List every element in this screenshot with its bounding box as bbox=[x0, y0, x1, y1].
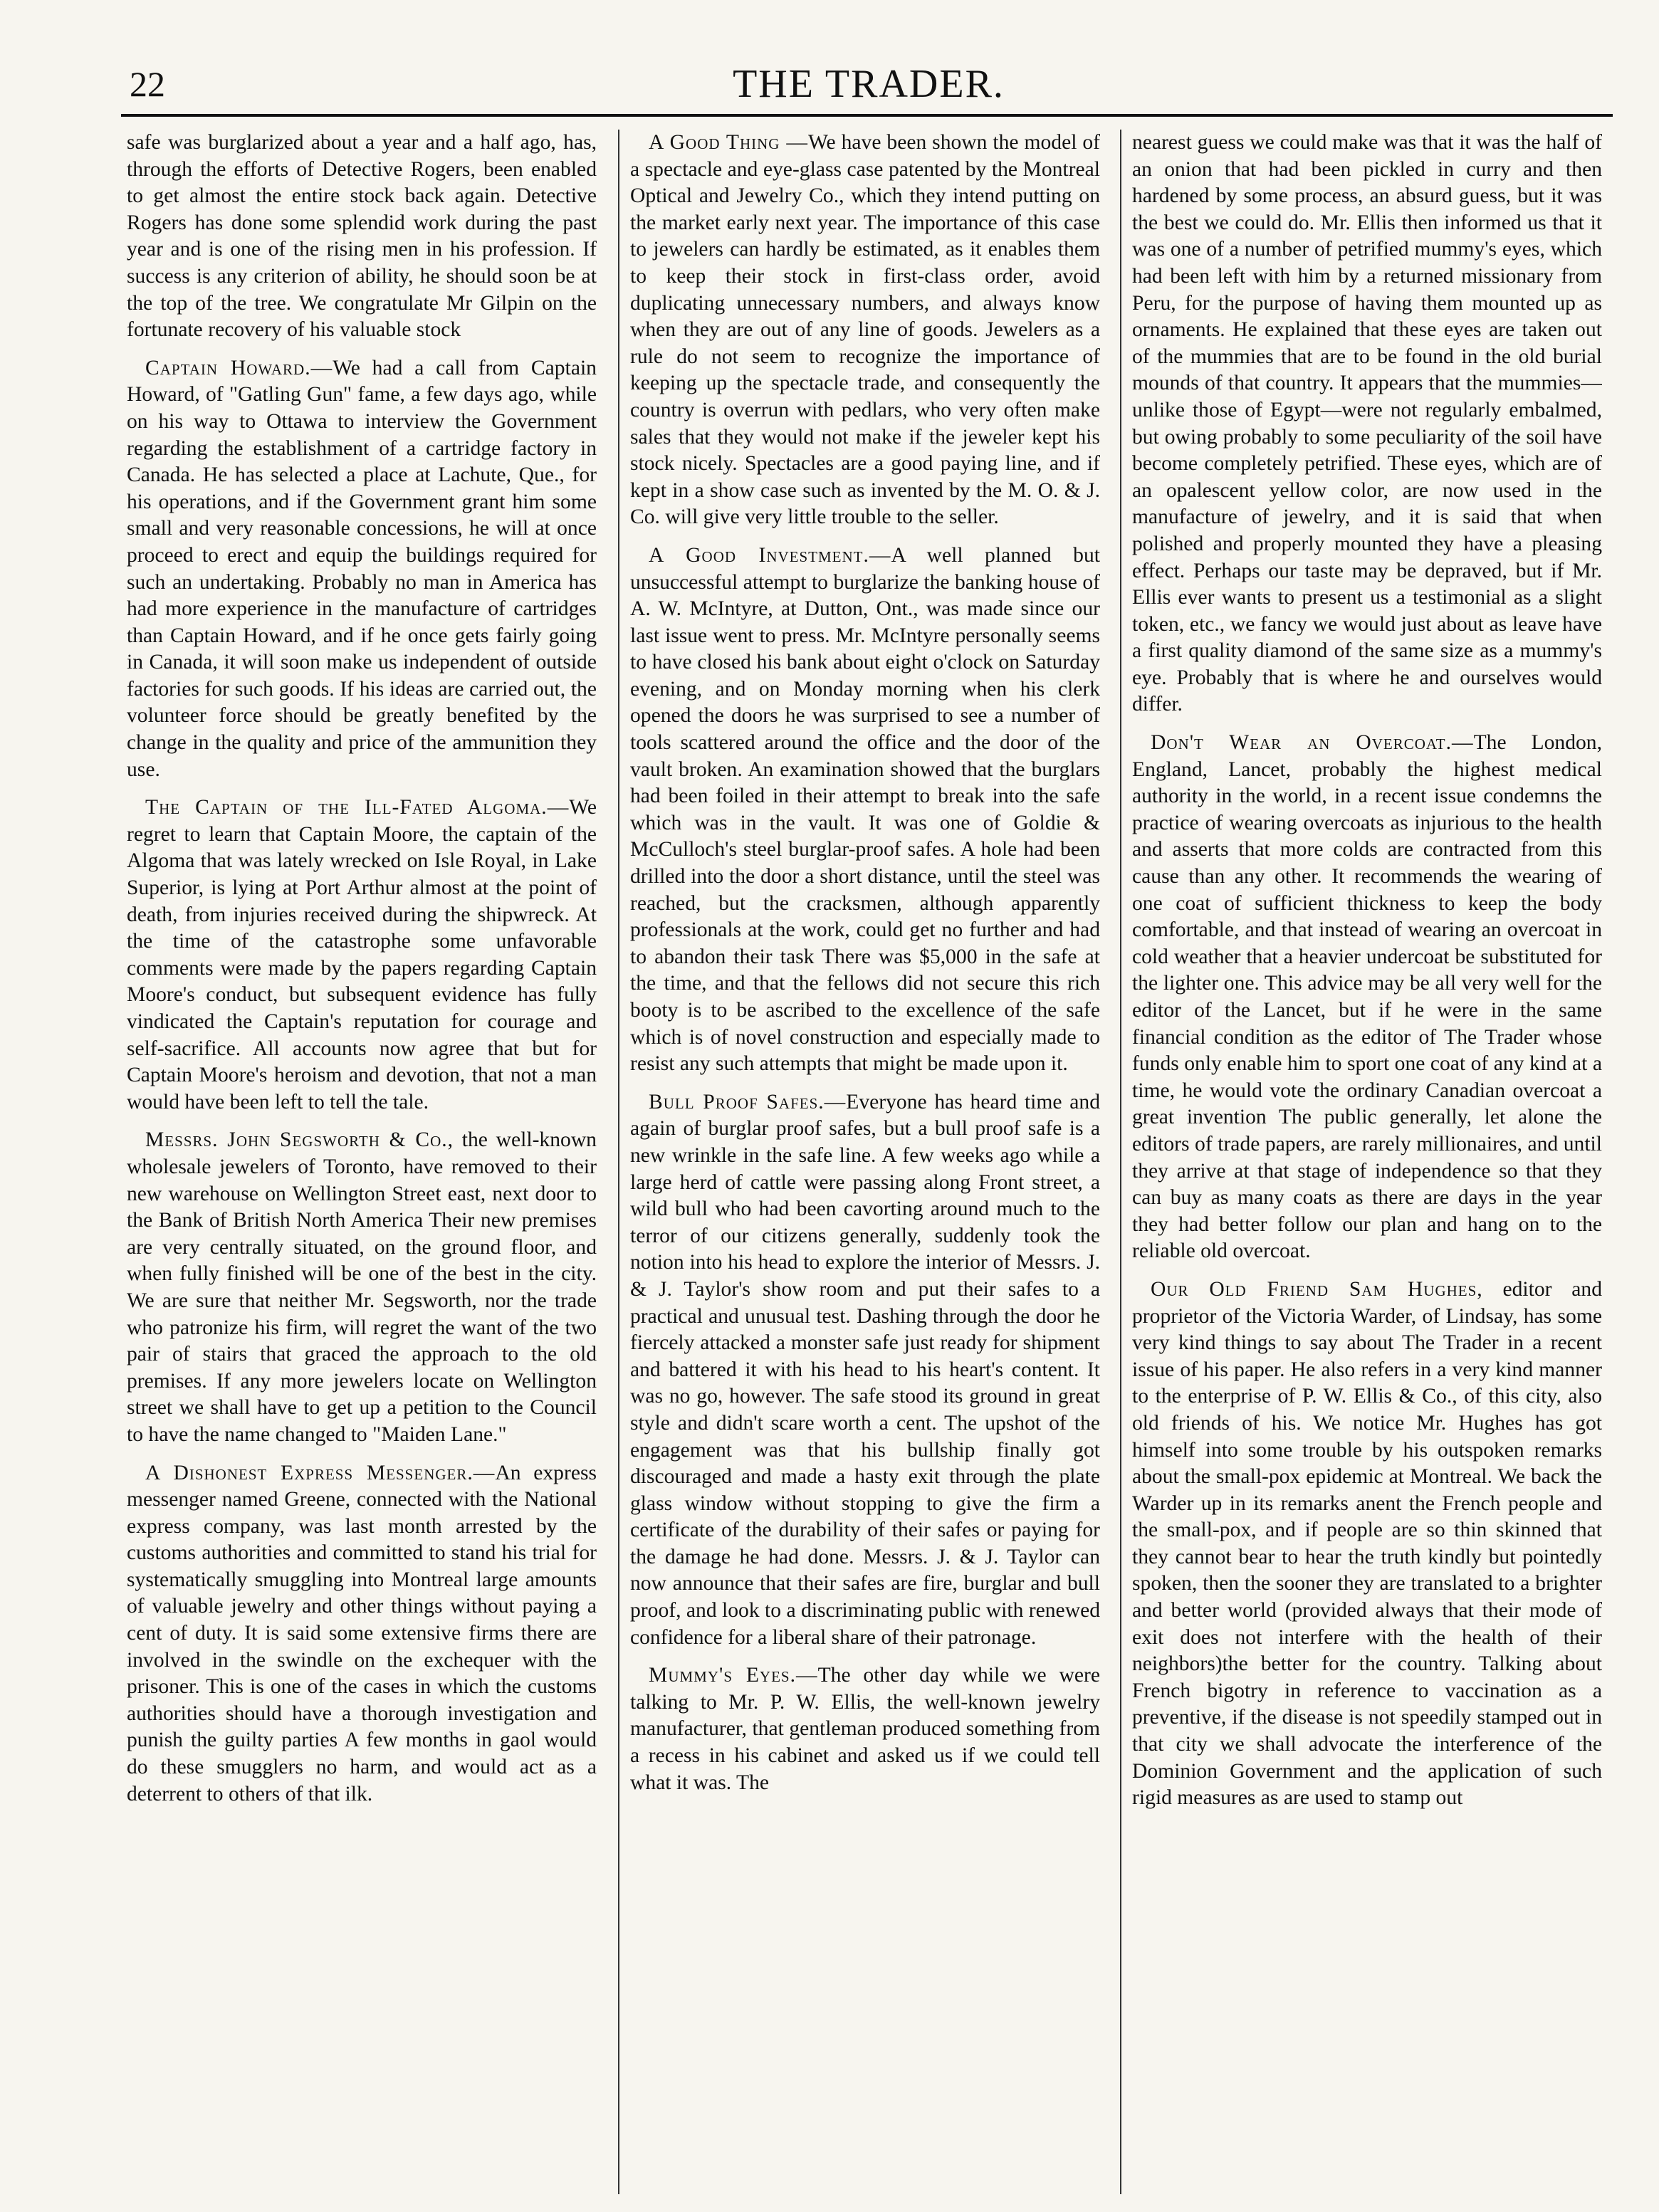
article-segsworth bbox=[127, 1127, 597, 1448]
page-number: 22 bbox=[130, 64, 165, 104]
article-heading: The Captain of the Ill-Fated Algoma.— bbox=[145, 796, 570, 819]
article-algoma-captain bbox=[127, 795, 597, 1116]
article-body: The London, England, Lancet, probably the highest medical authority in the world, in a recent issue condemns the practice of wearing overcoats as injurious to the health and asserts that more colds are contracted from this cause than any other. It recommends the wearing of one coat of sufficient thickness to keep the body comfortable, and that instead of wearing an overcoat in cold weather that a heavier undercoat be substituted for the lighter one. This advice may be all very well for the editor of the Lancet, but if he were in the same financial condition as the editor of The Trader whose funds only enable him to sport one coat of any kind at a time, he would vote the ordinary Canadian overcoat a great invention The public generally, let alone the editors of trade papers, are rarely millionaires, and until they arrive at that stage of independence so that they can buy as many coats as there are days in the year they had better follow our plan and hang on to the reliable old overcoat. bbox=[1132, 731, 1602, 1263]
column-3 bbox=[1132, 130, 1602, 2194]
article-heading: A Good Thing — bbox=[649, 131, 808, 154]
article-body: The other day while we were talking to Mr. P. W. Ellis, the well-known jewelry manufacturer, that gentleman produced something from a recess in his cabinet and asked us if we could tell what it was. The bbox=[630, 1664, 1100, 1794]
article-overcoat bbox=[1132, 730, 1602, 1265]
column-divider bbox=[1120, 130, 1121, 2194]
article-body: editor and proprietor of the Victoria Warder, of Lindsay, has some very kind things to say about The Trader in a recent issue of his paper. He also refers in a very kind manner to the enterprise of P. W. Ellis & Co., of this city, also old friends of his. We notice Mr. Hughes has got himself into some trouble by his outspoken remarks about the small-pox epidemic at Montreal. We back the Warder up in its remarks anent the French people and the small-pox, and if people are so thin skinned that they cannot bear to hear the truth kindly but pointedly spoken, then the sooner they are translated to a brighter and better world (provided always that their mode of exit does not interfere with the health of their neighbors)the better for the country. Talking about French bigotry in reference to vaccination as a preventive, if the disease is not speedily stamped out in that city we shall advocate the interference of the Dominion Government and the application of such rigid measures as are used to stamp out bbox=[1132, 1277, 1602, 1810]
article-good-thing bbox=[630, 130, 1100, 531]
article-body: We have been shown the model of a spectacle and eye-glass case patented by the Montreal Optical and Jewelry Co., which they intend putting on the market early next year. The importance of this case to jewelers can hardly be estimated, as it enables them to keep their stock in first-class order, avoid duplicating unnecessary numbers, and always know when they are out of any line of goods. Jewelers as a rule do not seem to recognize the importance of keeping up the spectacle trade, and consequently the country is overrun with pedlars, who very often make sales that they would not make if the jeweler kept his stock nicely. Spectacles are a good paying line, and if kept in a show case such as invented by the M. O. & J. Co. will give very little trouble to the seller. bbox=[630, 131, 1100, 529]
paper-title: THE TRADER. bbox=[733, 62, 1005, 106]
column-2 bbox=[630, 130, 1100, 2194]
article-body: safe was burglarized about a year and a half ago, has, through the efforts of Detective Rogers, been enabled to get almost the entire stock back again. Detective Rogers has done some splendid work during the past year and is one of the rising men in his profession. If success is any criterion of ability, he should soon be at the top of the tree. We congratulate Mr Gilpin on the fortunate recovery of his valuable stock bbox=[127, 131, 597, 342]
article-mummys-eyes bbox=[630, 1662, 1100, 1796]
article-heading: Messrs. John Segsworth & Co., bbox=[145, 1128, 454, 1152]
masthead bbox=[121, 63, 1616, 112]
article-heading: Don't Wear an Overcoat.— bbox=[1151, 731, 1474, 755]
article-heading: A Dishonest Express Messenger.— bbox=[145, 1461, 496, 1484]
article-mummys-eyes-continued bbox=[1132, 130, 1602, 718]
article-body: A well planned but unsuccessful attempt to burglarize the banking house of A. W. McIntyre, at Dutton, Ont., was made since our last issue went to press. Mr. McIntyre personally seems to have closed his bank about eight o'clock on Saturday evening, and on Monday morning when his clerk opened the doors he was surprised to see a number of tools scattered around the office and the door of the vault broken. An examination showed that the burglars had been foiled in their attempt to break into the safe which was in the vault. It was one of Goldie & McCulloch's steel burglar-proof safes. A hole had been drilled into the door a short distance, until the steel was reached, but the cracksmen, although apparently professionals at the work, could get no further and had to abandon their task There was $5,000 in the safe at the time, and that the fellows did not secure this rich booty is to be ascribed to the excellence of the safe which is of novel construction and especially made to resist any such attempts that might be made upon it. bbox=[630, 543, 1100, 1076]
article-heading: Mummy's Eyes.— bbox=[649, 1664, 818, 1687]
article-sam-hughes bbox=[1132, 1277, 1602, 1812]
article-good-investment bbox=[630, 542, 1100, 1078]
masthead-rule bbox=[121, 114, 1613, 117]
article-heading: Captain Howard.— bbox=[145, 356, 333, 379]
article-heading: Our Old Friend Sam Hughes, bbox=[1151, 1277, 1483, 1301]
article-body: We had a call from Captain Howard, of "Gatling Gun" fame, a few days ago, while on his way to Ottawa to interview the Government regarding the establishment of a cartridge factory in Canada. He has selected a place at Lachute, Que., for his operations, and if the Government grant him some small and very reasonable concessions, he will at once proceed to erect and equip the buildings required for such an undertaking. Probably no man in America has had more experience in the manufacture of cartridges than Captain Howard, and if he once gets fairly going in Canada, it will soon make us independent of outside factories for such goods. If his ideas are carried out, the volunteer force should be greatly benefited by the change in the quality and price of the ammunition they use. bbox=[127, 356, 597, 781]
article-body: We regret to learn that Captain Moore, the captain of the Algoma that was lately wrecked on Isle Royal, in Lake Superior, is lying at Port Arthur almost at the point of death, from injuries received during the shipwreck. At the time of the catastrophe some unfavorable comments were made by the papers regarding Captain Moore's conduct, but subsequent evidence has fully vindicated the Captain's reputation for courage and self-sacrifice. All accounts now agree that but for Captain Moore's heroism and devotion, that not a man would have been left to tell the tale. bbox=[127, 796, 597, 1113]
column-divider bbox=[618, 130, 619, 2194]
article-bull-proof-safes bbox=[630, 1089, 1100, 1651]
article-safe-recovery bbox=[127, 130, 597, 344]
article-express-messenger bbox=[127, 1460, 597, 1808]
article-heading: Bull Proof Safes.— bbox=[649, 1090, 847, 1113]
article-body: An express messenger named Greene, connected with the National express company, was last month arrested by the customs authorities and committed to stand his trial for systematically smuggling into Montreal large amounts of valuable jewelry and other things without paying a cent of duty. It is said some extensive firms there are involved in the swindle on the exchequer with the prisoner. This is one of the cases in which the customs authorities should have a thorough investigation and punish the guilty parties A few months in gaol would do these smugglers no harm, and would act as a deterrent to others of that ilk. bbox=[127, 1461, 597, 1805]
article-body: nearest guess we could make was that it was the half of an onion that had been pickled in curry and then hardened by some process, an absurd guess, but it was the best we could do. Mr. Ellis then informed us that it was one of a number of petrified mummy's eyes, which had been left with him by a returned missionary from Peru, for the purpose of having them mounted up as ornaments. He explained that these eyes are taken out of the mummies that are to be found in the old burial mounds of that country. It appears that the mummies—unlike those of Egypt—were not regularly embalmed, but owing probably to some peculiarity of the soil have become completely petrified. These eyes, which are of an opalescent yellow color, are now used in the manufacture of jewelry, and it is said that when polished and properly mounted they have a pleasing effect. Perhaps our taste may be depraved, but if Mr. Ellis ever wants to present us a testimonial as a slight token, etc., we fancy we would just about as leave have a first quality diamond of the same size as a mummy's eye. Probably that is where he and ourselves would differ. bbox=[1132, 131, 1602, 716]
article-heading: A Good Investment.— bbox=[649, 543, 891, 567]
article-body: Everyone has heard time and again of burglar proof safes, but a bull proof safe is a new wrinkle in the safe line. A few weeks ago while a large herd of cattle were passing along Front street, a wild bull who had been cavorting around much to the terror of our citizens generally, suddenly took the notion into his head to explore the interior of Messrs. J. & J. Taylor's show room and put their safes to a practical and unusual test. Dashing through the door he fiercely attacked a monster safe just ready for shipment and battered it with his head to his heart's content. It was no go, however. The safe stood its ground in great style and didn't scare worth a cent. The upshot of the engagement was that his bullship finally got discouraged and made a hasty exit through the plate glass window without stopping to give the firm a certificate of the durability of their safes or paying for the damage he had done. Messrs. J. & J. Taylor can now announce that their safes are fire, burglar and bull proof, and look to a discriminating public with renewed confidence for a liberal share of their patronage. bbox=[630, 1090, 1100, 1649]
column-1 bbox=[127, 130, 597, 2194]
article-body: the well-known wholesale jewelers of Toronto, have removed to their new warehouse on Wellington Street east, next door to the Bank of British North America Their new premises are very centrally situated, on the ground floor, and when fully finished will be one of the best in the city. We are sure that neither Mr. Segsworth, nor the trade who patronize his firm, will regret the want of the two pair of stairs that graced the approach to the old premises. If any more jewelers locate on Wellington street we shall have to get up a petition to the Council to have the name changed to "Maiden Lane." bbox=[127, 1128, 597, 1446]
article-captain-howard bbox=[127, 355, 597, 784]
